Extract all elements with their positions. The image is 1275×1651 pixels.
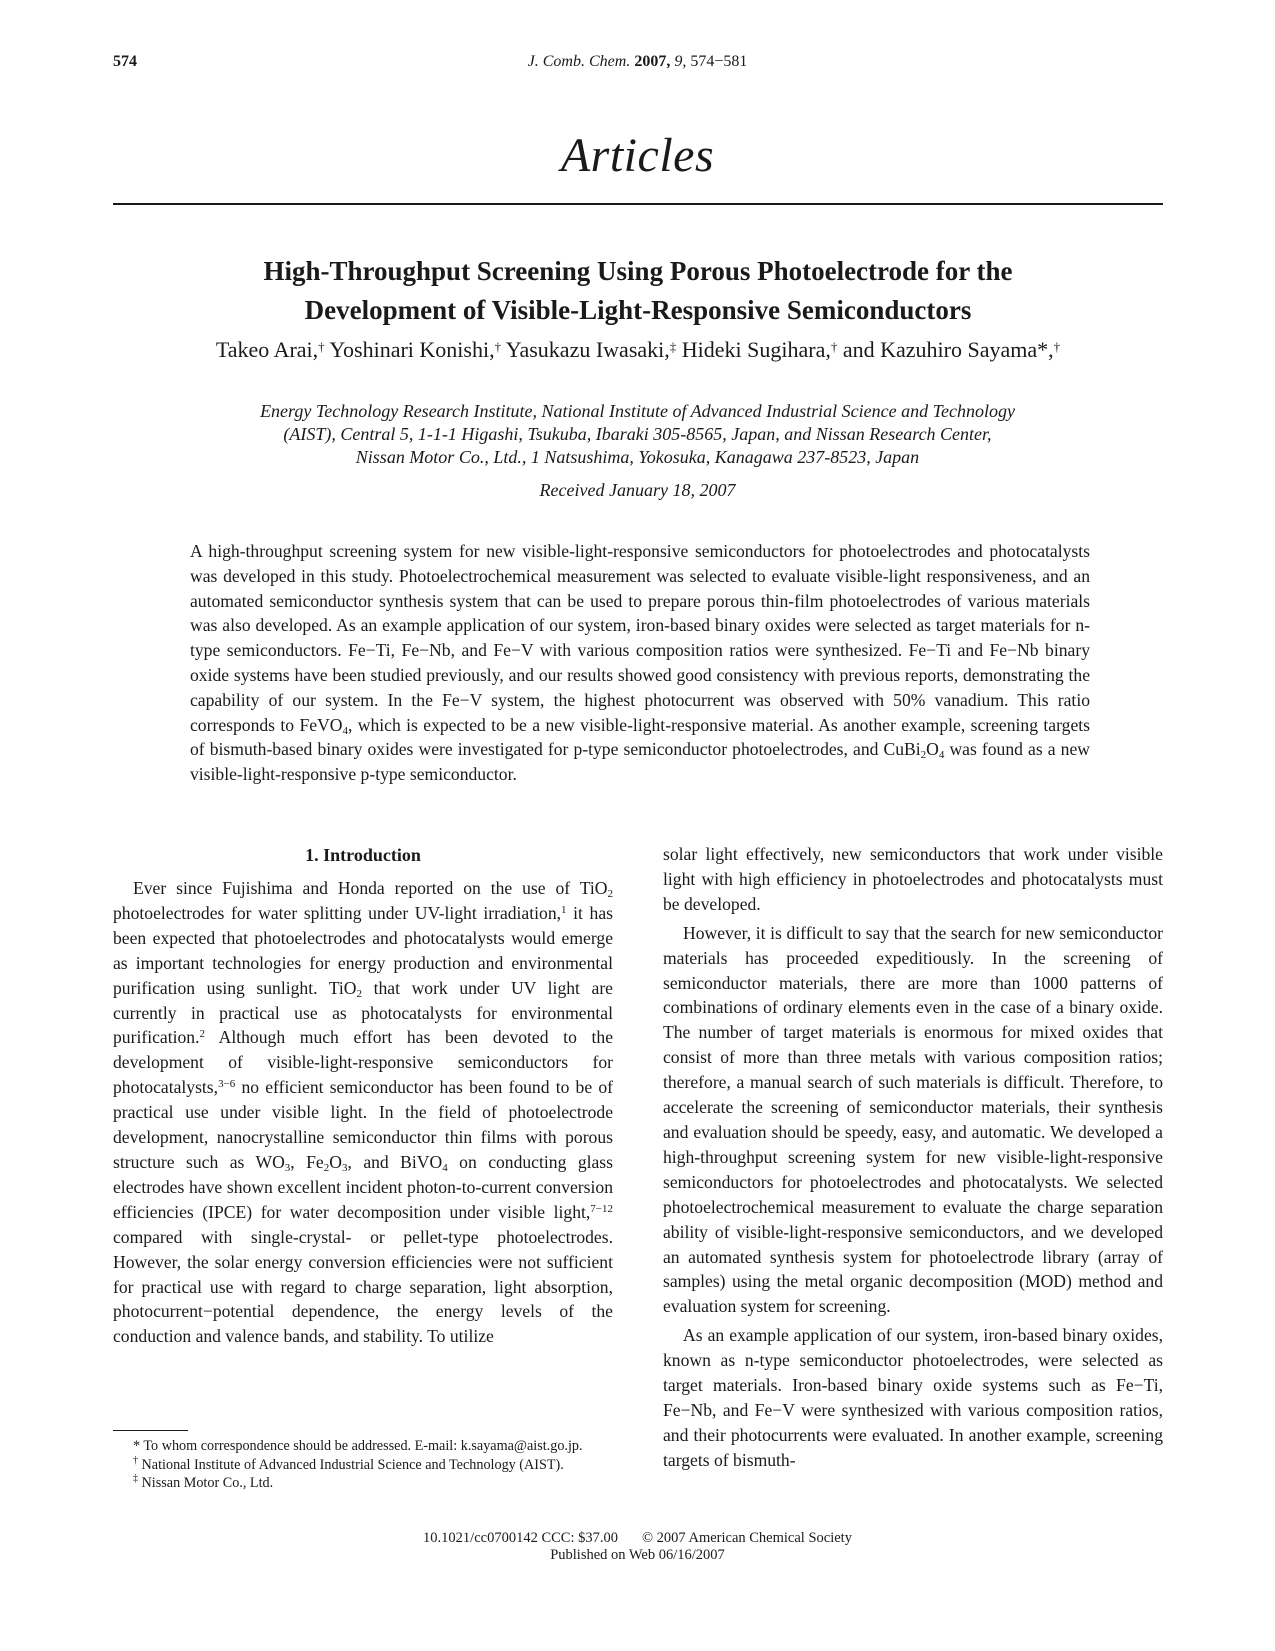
intro-paragraph-1: Ever since Fujishima and Honda reported on the use of TiO$_2$ photoelectrodes for water splitting under UV-light irradiation,$^1$ it has been expected that photoelectrodes and photocatalysts would emerge as important technologies for energy production and environmental purification using sunlight. TiO$_2$ that work under UV light are currently in practical use as photocatalysts for environmental purification.$^2$ Although much effort has been devoted to the development of visible-light-responsive semiconductors for photocatalysts,$^{3-6}$ no efficient semiconductor has been found to be of practical use under visible light. In the field of photoelectrode development, nanocrystalline semiconductor thin films with porous structure such as $WO_3$, $Fe_2O_3$, and BiVO$_4$ on conducting glass electrodes have shown excellent incident photon-to-current conversion efficiencies (IPCE) for water decomposition under visible light,$^{7-12}$ compared with single-crystal- or pellet-type photoelectrodes. However, the solar energy conversion efficiencies were not sufficient for practical use with regard to charge separation, light absorption, photocurrent−potential dependence, the energy levels of the conduction and valence bands, and stability. To utilize [113,878,614,1347]
abstract-text: was found as a new visible-light-responsive p-type semiconductor. [190,739,1090,785]
left-column [113,842,613,1349]
footnote-aist: † National Institute of Advanced Industrial Science and Technology (AIST). [133,1454,564,1473]
abstract [190,539,1090,787]
received-date: Received January 18, 2007 [539,480,736,500]
affiliation-line-2: (AIST), Central 5, 1-1-1 Higashi, Tsukuba, Ibaraki 305-8565, Japan, and Nissan Research Center, [283,424,992,444]
abstract-text: A high-throughput screening system for new visible-light-responsive semiconductors for photoelectrodes and photocatalysts was developed in this study. Photoelectrochemical measurement was selected to evaluate visible-light responsiveness, and an automated semiconductor synthesis system that can be used to prepare porous thin-film photoelectrodes of various materials was also developed. As an example application of our system, iron-based binary oxides were selected as target materials for n-type semiconductors. Fe−Ti, Fe−Nb, and Fe−V with various composition ratios were synthesized. Fe−Ti and Fe−Nb binary oxide systems have been studied previously, and our results showed good consistency with previous reports, demonstrating the capability of our system. In the Fe−V system, the highest photocurrent was observed with 50% vanadium. This ratio corresponds to FeVO [190,541,1090,735]
affiliation-mark: † [494,339,502,354]
footnote-nissan: ‡ Nissan Motor Co., Ltd. [133,1473,274,1491]
section-heading-introduction: 1. Introduction [305,845,421,865]
author-name: Takeo Arai, [215,337,319,362]
title-line-2: Development of Visible-Light-Responsive Semiconductors [304,295,972,325]
journal-pages: 574−581 [690,53,748,70]
author-name: Yasukazu Iwasaki, [505,337,670,362]
published-date: Published on Web 06/16/2007 [550,1547,725,1563]
abstract-text: O [926,739,939,760]
affiliation-mark: ‡ [669,339,677,354]
affiliation-mark: † [1053,339,1061,354]
header-rule [113,203,1163,205]
intro-paragraph-3: As an example application of our system, iron-based binary oxides, known as n-type semiconductor photoelectrodes, were selected as target materials. Iron-based binary oxide systems such as Fe−Ti, Fe−Nb, and Fe−V were synthesized with various composition ratios, and their photocurrents were evaluated. In another example, screening targets of bismuth- [663,1325,1163,1470]
affiliation [150,400,1125,469]
subscript: 4 [938,749,945,762]
author-name: Hideki Sugihara, [681,337,831,362]
author-name: Yoshinari Konishi, [329,337,495,362]
publication-info [0,1530,1275,1564]
reference-mark: 3−6 [218,1078,236,1091]
intro-paragraph-1-continued: solar light effectively, new semiconductors that work under visible light with high efficiency in photoelectrodes and photocatalysts must be developed. [663,844,1163,914]
journal-citation [0,53,1275,71]
subscript: 2 [920,749,927,762]
journal-volume: 9, [674,53,687,70]
journal-abbrev: J. Comb. Chem. [527,53,631,70]
reference-mark: 7−12 [590,1202,613,1215]
affiliation-line-3: Nissan Motor Co., Ltd., 1 Natsushima, Yokosuka, Kanagawa 237-8523, Japan [355,447,920,467]
author-list [113,337,1163,363]
reference-mark: 1 [561,903,567,916]
affiliation-mark: † [318,339,325,354]
abstract-text: , which is expected to be a new visible-light-responsive material. As another example, screening targets of bismuth-based binary oxides were investigated for p-type semiconductor photoelectrodes, and CuBi [190,714,1090,760]
section-label: Articles [560,129,715,182]
journal-year: 2007, [634,53,671,70]
page-number: 574 [113,53,137,70]
title-line-1: High-Throughput Screening Using Porous Photoelectrode for the [263,256,1013,286]
author-name: and Kazuhiro Sayama*, [842,337,1054,362]
affiliation-line-1: Energy Technology Research Institute, National Institute of Advanced Industrial Science and Technology [260,401,1015,421]
intro-paragraph-2: However, it is difficult to say that the search for new semiconductor materials has proceeded expeditiously. In the screening of semiconductor materials, there are more than 1000 patterns of combinations of ordinary elements even in the case of a binary oxide. The number of target materials is enormous for mixed oxides that consist of more than three metals with various composition ratios; therefore, a manual search of such materials is difficult. Therefore, to accelerate the screening of semiconductor materials, their synthesis and evaluation should be speedy, easy, and automatic. We developed a high-throughput screening system for new visible-light-responsive semiconductors for photoelectrodes and photocatalysts. We selected photoelectrochemical measurement to evaluate the charge separation ability of visible-light-responsive semiconductors, and we developed an automated synthesis system for photoelectrode library (array of samples) using the metal organic decomposition (MOD) method and evaluation system for screening. [663,922,1163,1317]
subscript: 4 [342,724,348,737]
right-column [663,842,1163,1473]
copyright: © 2007 American Chemical Society [642,1530,852,1546]
footnote-correspondence: * To whom correspondence should be addressed. E-mail: k.sayama@aist.go.jp. [133,1438,583,1454]
footnote-rule [113,1430,188,1431]
footnotes [113,1437,613,1493]
reference-mark: 2 [199,1028,205,1041]
doi-and-price: 10.1021/cc0700142 CCC: $37.00 [423,1530,618,1546]
affiliation-mark: † [830,339,838,354]
article-title [113,252,1163,330]
